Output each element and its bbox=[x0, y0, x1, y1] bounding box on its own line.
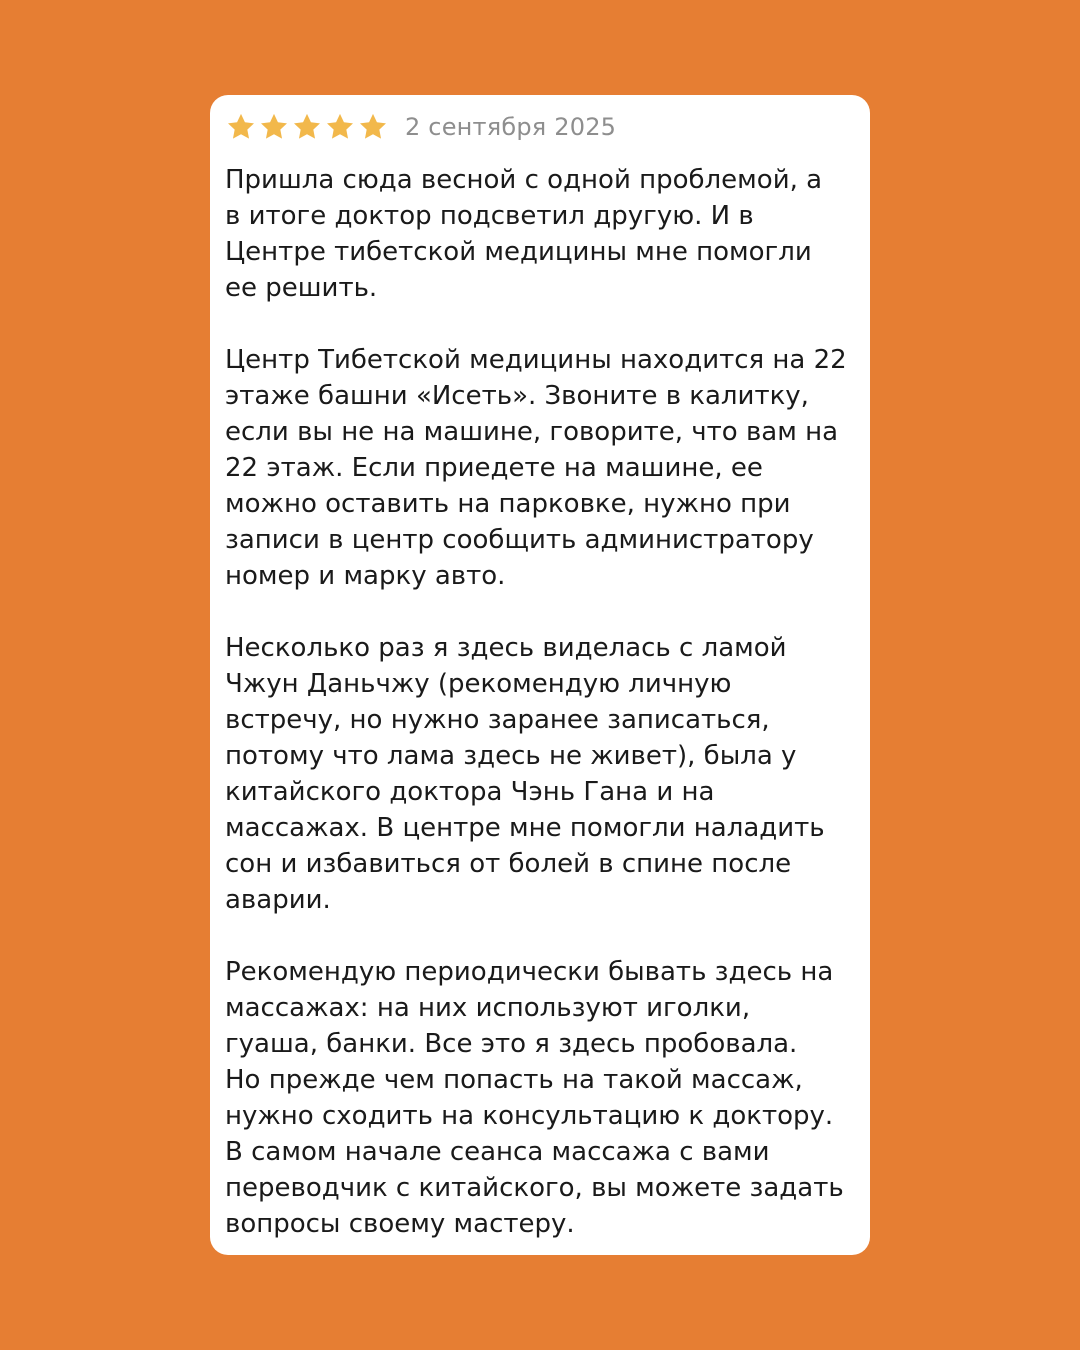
star-icon bbox=[291, 111, 323, 143]
review-paragraph: Центр Тибетской медицины находится на 22 этаже башни «Исеть». Звоните в калитку, если вы не на машине, говорите, что вам на 22 этаж. Если приедете на машине, ее можно оставить на парковке, нужно при записи в центр сообщить администратору номер и марку авто. bbox=[225, 345, 847, 591]
review-header bbox=[225, 109, 616, 145]
star-icon bbox=[324, 111, 356, 143]
star-rating bbox=[225, 111, 389, 143]
review-paragraph: Рекомендую периодически бывать здесь на массажах: на них используют иголки, гуаша, банки. Все это я здесь пробовала. Но прежде чем попасть на такой массаж, нужно сходить на консультацию к доктору. В самом начале сеанса массажа с вами переводчик с китайского, вы можете задать вопросы своему мастеру. bbox=[225, 957, 844, 1239]
star-icon bbox=[258, 111, 290, 143]
review-paragraph: Пришла сюда весной с одной проблемой, а в итоге доктор подсветил другую. И в Центре тибетской медицины мне помогли ее решить. bbox=[225, 165, 823, 303]
star-icon bbox=[357, 111, 389, 143]
star-icon bbox=[225, 111, 257, 143]
review-paragraph: Несколько раз я здесь виделась с ламой Чжун Даньчжу (рекомендую личную встречу, но нужно заранее записаться, потому что лама здесь не живет), была у китайского доктора Чэнь Гана и на массажах. В центре мне помогли наладить сон и избавиться от болей в спине после аварии. bbox=[225, 633, 825, 915]
review-card bbox=[210, 95, 870, 1255]
review-text bbox=[225, 162, 865, 1242]
review-date: 2 сентября 2025 bbox=[405, 113, 617, 141]
